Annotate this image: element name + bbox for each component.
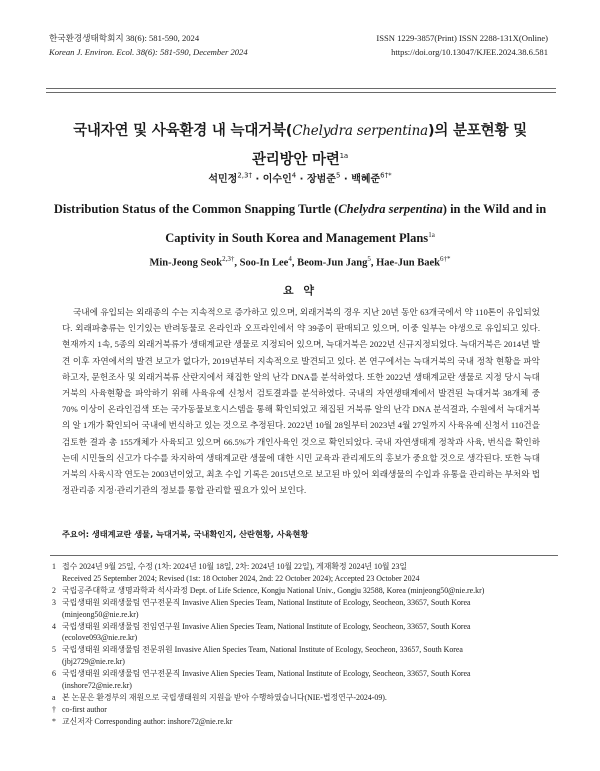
footnote-item [52, 704, 557, 716]
title-english-part: Distribution Status of the Common Snapping Turtle ( [53, 202, 339, 216]
footnote-text [62, 597, 557, 621]
author-separator: , [234, 257, 240, 269]
footnote-line: 국립생태원 외래생물팀 전문위원 Invasive Alien Species Team, National Institute of Ecology, Seocheon, 33657, South Korea [62, 645, 463, 655]
en-author-name: Hae-Jun Baek [376, 257, 441, 269]
footnote-text [62, 561, 557, 585]
footnote-line: 국립생태원 외래생물팀 연구전문직 Invasive Alien Species Team, National Institute of Ecology, Seocheon, 33657, South Korea [62, 597, 471, 607]
journal-citation-korean: 한국환경생태학회지 38(6): 581-590, 2024 [49, 33, 200, 43]
ko-author-affiliation-mark: 4 [291, 171, 297, 180]
footnote-line: (jbj2729@nie.re.kr) [62, 657, 125, 667]
title-korean [40, 119, 560, 173]
footnote-mark: a [52, 692, 56, 702]
journal-citation-english: Korean J. Environ. Ecol. 38(6): 581-590, December 2024 [49, 47, 248, 57]
ko-author-name: 장범준 [306, 174, 336, 185]
ko-author-affiliation-mark: 6†* [380, 171, 392, 180]
footnote-mark: † [52, 704, 56, 714]
en-author-name: Soo-In Lee [239, 257, 289, 269]
footnote-line: (minjeong50@nie.re.kr) [62, 609, 139, 619]
author-separator: , [291, 257, 298, 269]
title-english-line2: Captivity in South Korea and Management Plans [165, 231, 429, 246]
footnote-line: 본 논문은 환경부의 재원으로 국립생태원의 지원을 받아 수행하였습니다(NIE-법정연구-2024-09). [62, 692, 387, 702]
footnote-mark: 1 [52, 562, 56, 571]
footnote-line: 국립생태원 외래생물팀 연구전문직 Invasive Alien Species Team, National Institute of Ecology, Seocheon, 33657, South Korea [62, 669, 471, 679]
ko-author-name: 백혜준 [351, 174, 381, 185]
author-separator: · [251, 174, 263, 185]
footnote-text [62, 621, 557, 645]
title-english-part: ) in the Wild and in [442, 202, 547, 216]
en-author-affiliation-mark: 5 [367, 255, 371, 263]
footnote-item [52, 621, 557, 645]
footnote-item [52, 668, 557, 692]
issn-line: ISSN 1229-3857(Print) ISSN 2288-131X(Online) [376, 33, 548, 43]
keywords: 주요어: 생태계교란 생물, 늑대거북, 국내확인지, 산란현황, 사육현황 [62, 529, 309, 539]
doi-link[interactable]: https://doi.org/10.13047/KJEE.2024.38.6.581 [391, 47, 548, 57]
footnote-line: (ecolove093@nie.re.kr) [62, 633, 138, 643]
footnote-item [52, 644, 557, 668]
footnote-mark: 4 [52, 621, 56, 631]
title-english-species: Chelydra serpentina [338, 202, 443, 216]
footnote-item [52, 716, 557, 728]
title-english-footnote-mark: 1a [428, 231, 435, 239]
abstract-text: 국내에 유입되는 외래종의 수는 지속적으로 증가하고 있으며, 외래거북의 경우 지난 20년 동안 63개국에서 약 110톤이 유입되었다. 외래파충류는 인기있는 반려동물로 온라인과 오프라인에서 약 39종이 판매되고 있으며, 이중 일부는 야생으로 유입되고 있다. 현재까지 1속, 5종의 외래거북류가 생태계교란 생물로 지정되어 있으며, 늑대거북은 2022년 신규지정되었다. 늑대거북은 2014년 발견 이후 자연에서의 발견 보고가 없다가, 2019년부터 지속적으로 발견되고 있다. 본 연구에서는 늑대거북의 국내 정착 현황을 파악하고자, 문헌조사 및 외래거북류 산란지에서 채집한 알의 난각 DNA를 분석하였다. 또한 2022년 생태계교란 생물로 지정 당시 늑대거북의 사육현황을 파악하기 위해 사육유예 신청서 검토결과를 분석하였다. 국내의 자연생태계에서 발견된 늑대거북 38개체 중 70% 이상이 온라인검색 또는 국가동물보호시스템을 통해 확인되었고 채집된 거북류 알의 난각 DNA 분석결과, 수원에서 늑대거북의 알 1개가 확인되어 국내에 번식하고 있는 것으로 추정된다. 2022년 10월 28일부터 2023년 4월 27일까지 사육유예 신청서 110건을 검토한 결과 총 155개체가 사육되고 있으며 66.5%가 개인사육인 것으로 확인되었다. 국내 자연생태계 정착과 사육, 번식을 확인하는데 시민들의 신고가 다수를 차지하여 생태계교란 생물에 대한 시민 교육과 관리제도의 홍보가 중요할 것으로 생각된다. 또한 늑대거북의 사육시작 연도는 2003년이었고, 최초 수입 기록은 2015년으로 보고된 바 있어 외래생물의 수입과 유통을 관리하는 부처와 법정관리종 지정·관리기관의 정보를 통합 관리할 필요가 있어 보인다. [62, 307, 540, 496]
author-separator: · [296, 174, 307, 185]
footnote-item [52, 692, 557, 704]
header-rule-bottom [46, 92, 556, 93]
ko-author-affiliation-mark: 2,3† [237, 171, 252, 180]
footnote-mark: 6 [52, 669, 56, 679]
footnote-line: 국립공주대학교 생명과학과 석사과정 Dept. of Life Science, Kongju National Univ., Gongju 32588, Korea (minjeong50@nie.re.kr) [62, 585, 485, 595]
ko-author-name: 이수인 [262, 174, 292, 185]
en-author-affiliation-mark: 2,3† [222, 255, 235, 263]
authors-korean [40, 170, 560, 185]
footnote-text [62, 716, 557, 728]
footnote-line: (inshore72@nie.re.kr) [62, 681, 132, 691]
author-separator: , [370, 257, 377, 269]
title-korean-line2: 관리방안 마련 [251, 151, 340, 168]
footnote-mark: 3 [52, 597, 56, 607]
footnote-item [52, 597, 557, 621]
footnote-mark: 2 [52, 585, 56, 595]
title-english [40, 196, 560, 251]
footnote-rule [50, 555, 558, 556]
en-author-affiliation-mark: 4 [288, 255, 292, 263]
title-korean-species: Chelydra serpentina [292, 123, 428, 139]
header-rule-top [46, 88, 556, 89]
footnotes [52, 561, 557, 728]
footnote-line: 교신저자 Corresponding author: inshore72@nie.re.kr [62, 716, 233, 726]
title-korean-part: 국내자연 및 사육환경 내 늑대거북( [73, 123, 293, 139]
footnote-line: 접수 2024년 9월 25일, 수정 (1차: 2024년 10월 18일, 2차: 2024년 10월 22일), 게재확정 2024년 10월 23일 [62, 562, 408, 571]
ko-author-name: 석민정 [208, 174, 238, 185]
footnote-text [62, 585, 557, 597]
footnote-text [62, 692, 557, 704]
journal-identifiers [376, 31, 548, 59]
footnote-mark: 5 [52, 645, 56, 655]
en-author-name: Min-Jeong Seok [149, 257, 223, 269]
authors-english [40, 255, 560, 269]
footnote-line: 국립생태원 외래생물팀 전임연구원 Invasive Alien Species Team, National Institute of Ecology, Seocheon, 33657, South Korea [62, 621, 471, 631]
en-author-affiliation-mark: 6†* [440, 255, 451, 263]
footnote-line: co-first author [62, 704, 107, 714]
journal-citation [49, 31, 248, 59]
ko-author-affiliation-mark: 5 [335, 171, 341, 180]
footnote-line: Received 25 September 2024; Revised (1st: 18 October 2024, 2nd: 22 October 2024); Accepted 23 October 2024 [62, 573, 420, 583]
footnote-item [52, 585, 557, 597]
footnote-text [62, 704, 557, 716]
author-separator: · [340, 174, 352, 185]
en-author-name: Beom-Jun Jang [297, 257, 368, 269]
footnote-text [62, 644, 557, 668]
footnote-text [62, 668, 557, 692]
footnote-item [52, 561, 557, 585]
title-korean-part: )의 분포현황 및 [427, 123, 527, 139]
abstract-heading: 요 약 [282, 284, 318, 297]
title-korean-footnote-mark: 1a [339, 152, 349, 160]
footnote-mark: * [52, 716, 56, 726]
